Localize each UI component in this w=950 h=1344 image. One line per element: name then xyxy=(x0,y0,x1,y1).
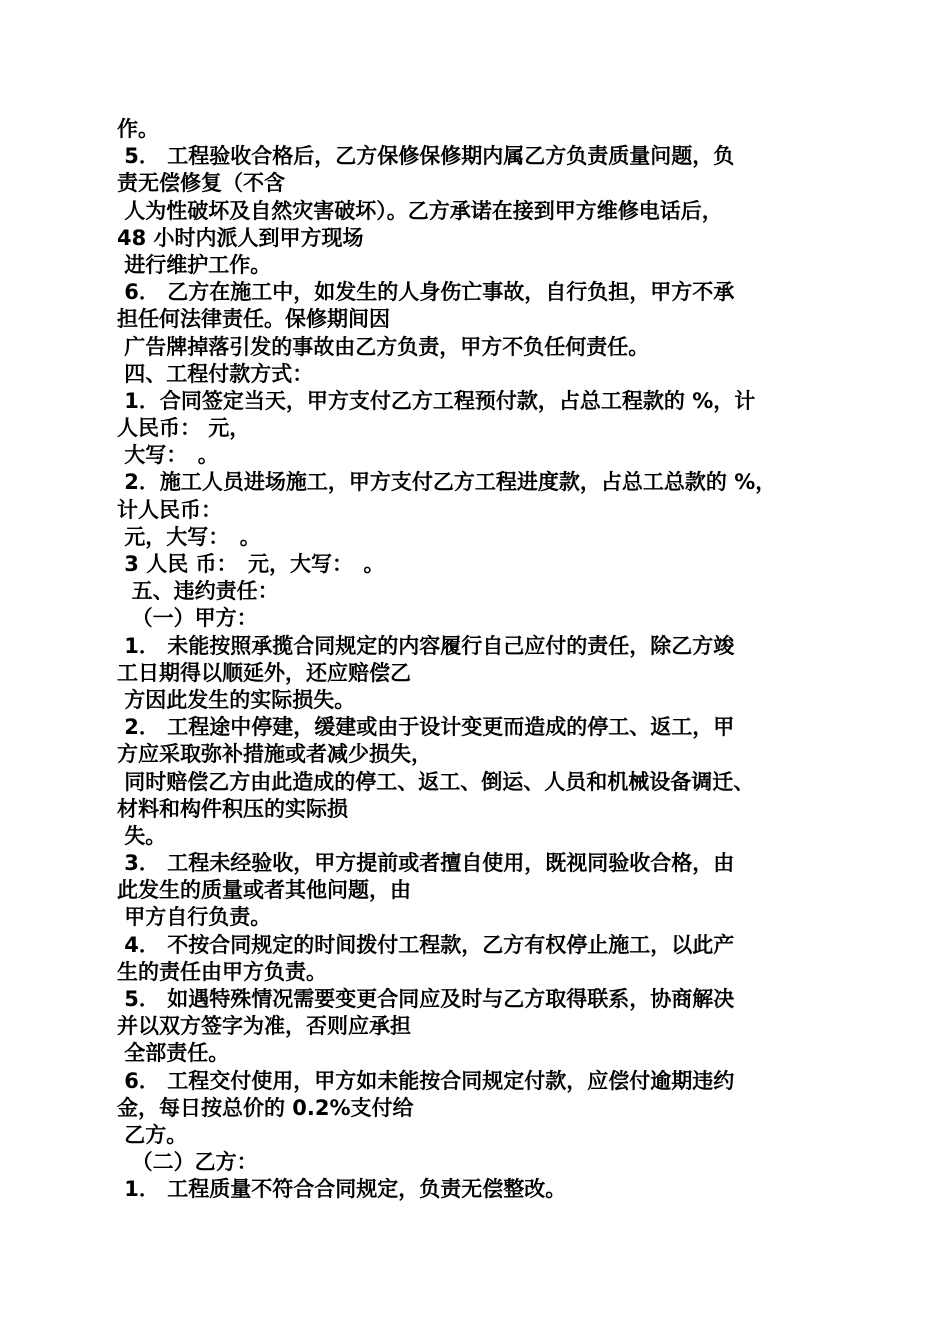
text-line: 工日期得以顺延外，还应赔偿乙 xyxy=(117,660,411,685)
text-line: 48 小时内派人到甲方现场 xyxy=(117,225,364,250)
text-line: 3． 工程未经验收，甲方提前或者擅自使用，既视同验收合格，由 xyxy=(117,851,735,876)
text-line: 1． 工程质量不符合合同规定，负责无偿整改。 xyxy=(117,1177,567,1202)
text-line: 4． 不按合同规定的时间拨付工程款，乙方有权停止施工，以此产 xyxy=(117,932,735,957)
text-line: 方因此发生的实际损失。 xyxy=(117,687,356,712)
text-line: 失。 xyxy=(117,823,167,848)
text-line: 进行维护工作。 xyxy=(117,252,272,277)
text-line: 材料和构件积压的实际损 xyxy=(117,796,348,821)
text-line: 方应采取弥补措施或者减少损失， xyxy=(117,742,432,767)
text-line: 担任何法律责任。保修期间因 xyxy=(117,307,390,332)
text-line: 人民币： 元， xyxy=(117,416,251,441)
text-line: 5． 如遇特殊情况需要变更合同应及时与乙方取得联系，协商解决 xyxy=(117,987,735,1011)
text-line: 2． 工程途中停建，缓建或由于设计变更而造成的停工、返工，甲 xyxy=(117,715,735,740)
text-line: （二）乙方： xyxy=(117,1150,258,1175)
text-line: 3 人民 币： 元，大写： 。 xyxy=(117,552,385,576)
text-line: 5． 工程验收合格后，乙方保修保修期内属乙方负责质量问题，负 xyxy=(117,144,735,169)
contract-text xyxy=(117,116,837,1204)
text-line: 四、工程付款方式： xyxy=(117,361,314,386)
text-line: 此发生的质量或者其他问题，由 xyxy=(117,878,411,903)
text-line: 生的责任由甲方负责。 xyxy=(117,959,327,984)
text-line: 五、违约责任： xyxy=(117,579,279,604)
text-line: 6． 工程交付使用，甲方如未能按合同规定付款，应偿付逾期违约 xyxy=(117,1068,735,1093)
text-line: 6． 乙方在施工中，如发生的人身伤亡事故，自行负担，甲方不承 xyxy=(117,280,735,305)
text-line: 1． 未能按照承揽合同规定的内容履行自己应付的责任，除乙方竣 xyxy=(117,633,735,658)
text-line: 甲方自行负责。 xyxy=(117,905,272,930)
text-line: 人为性破坏及自然灾害破坏）。乙方承诺在接到甲方维修电话后， xyxy=(117,198,723,223)
text-line: 大写： 。 xyxy=(117,443,219,468)
text-line: 元，大写： 。 xyxy=(117,524,261,549)
text-line: 广告牌掉落引发的事故由乙方负责，甲方不负任何责任。 xyxy=(117,334,650,359)
text-line: 计人民币： xyxy=(117,497,222,522)
text-line: 全部责任。 xyxy=(117,1041,230,1066)
text-line: 乙方。 xyxy=(117,1122,188,1147)
text-line: （一）甲方： xyxy=(117,606,258,631)
text-line: 2．施工人员进场施工，甲方支付乙方工程进度款，占总工总款的 %， xyxy=(117,470,777,495)
text-line: 1．合同签定当天，甲方支付乙方工程预付款，占总工程款的 %，计 xyxy=(117,388,756,413)
text-line: 作。 xyxy=(117,117,159,141)
text-line: 并以双方签字为准，否则应承担 xyxy=(117,1014,411,1039)
text-line: 金，每日按总价的 0.2%支付给 xyxy=(117,1095,414,1120)
text-line: 责无偿修复（不含 xyxy=(117,171,285,196)
text-line: 同时赔偿乙方由此造成的停工、返工、倒运、人员和机械设备调迁、 xyxy=(117,769,755,794)
